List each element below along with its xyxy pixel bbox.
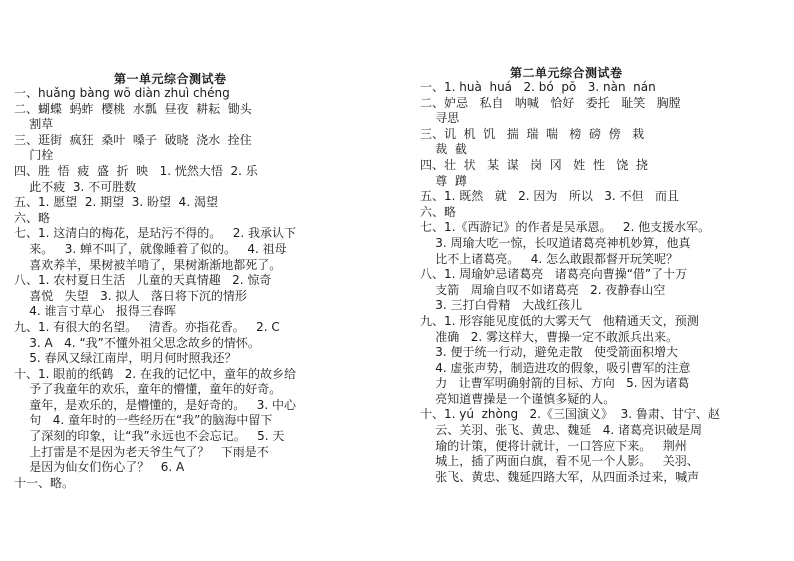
unit2-answer-line: 寻思 [420,111,460,126]
unit2-answer-line: 九、1. 形容能见度低的大雾天气 他精通天文，预测 [420,313,699,328]
unit2-title: 第二单元综合测试卷 [510,66,623,80]
unit1-answer-line: 七、1. 这清白的梅花，是玷污不得的。 2. 我承认下 [14,226,296,241]
unit1-answer-line: 二、蝴蝶 蚂蚱 樱桃 水瓢 昼夜 耕耘 锄头 [14,101,252,116]
unit1-answer-line: 5. 春风又绿江南岸，明月何时照我还？ [14,351,237,366]
unit1-answer-line: 九、1. 有很大的名望。 清香。亦指花香。 2. C [14,319,280,334]
unit2-answer-line: 四、壮 状 某 谋 岗 冈 姓 性 饶 挠 [420,157,648,172]
unit2-answers [420,80,720,485]
unit1-answer-line: 十、1. 眼前的纸鹤 2. 在我的记忆中，童年的故乡给 [14,366,296,381]
unit2-answer-line: 城上，插了两面白旗，看不见一个人影。 关羽、 [420,454,699,469]
unit2-answer-line: 瑜的计策，便将计就计，一口答应下来。 荆州 [420,438,687,453]
unit1-answer-line: 此不疲 3. 不可胜数 [14,179,137,194]
unit1-answer-line: 门栓 [14,148,54,163]
unit1-answer-line: 上打雷是不是因为老天爷生气了？ 下雨是不 [14,444,269,459]
unit2-answer-line: 三、讥 机 饥 揣 瑞 喘 榜 磅 傍 栽 [420,126,645,141]
unit2-answer-line: 3. 便于统一行动，避免走散 使受箭面积增大 [420,345,678,360]
unit1-answer-line: 八、1. 农村夏日生活 儿童的天真情趣 2. 惊奇 [14,273,272,288]
unit1-answer-line: 喜悦 失望 3. 拟人 落日将下沉的情形 [14,288,247,303]
unit1-answer-line: 十一、略。 [14,475,75,490]
unit2-answer-line: 4. 虚张声势，制造进攻的假象，吸引曹军的注意 [420,360,691,375]
unit2-answer-line: 力 让曹军明确射箭的目标、方向 5. 因为诸葛 [420,376,690,391]
unit2-answer-line: 裁 截 [420,142,467,157]
unit2-answer-line: 十、1. yú zhòng 2.《三国演义》 3. 鲁肃、甘宁、赵 [420,407,720,422]
unit1-answer-line: 句 4. 童年时的一些经历在“我”的脑海中留下 [14,413,273,428]
unit1-answer-line: 予了我童年的欢乐，童年的懵懂，童年的好奇。 [14,382,282,397]
unit1-answer-line: 是因为仙女们伤心了？ 6. A [14,460,185,475]
unit2-answer-line: 支箭 周瑜自叹不如诸葛亮 2. 夜静春山空 [420,282,666,297]
unit1-answer-line: 三、逛街 疯狂 桑叶 嗓子 破晓 浇水 拴住 [14,132,252,147]
unit2-answer-line: 一、1. huà huá 2. bó pō 3. nàn nán [420,80,656,94]
unit1-answer-line: 一、huǎng bàng wō diàn zhuì chéng [14,86,230,100]
unit2-answer-line: 尊 蹲 [420,173,467,188]
unit1-answer-line: 了深刻的印象，让“我”永远也不会忘记。 5. 天 [14,429,285,444]
unit2-answer-line: 二、妒忌 私自 呐喊 恰好 委托 耻笑 胸膛 [420,95,681,110]
unit1-answers [14,86,296,491]
unit1-answer-line: 童年，是欢乐的，是懵懂的，是好奇的。 3. 中心 [14,397,296,412]
unit2-answer-line: 五、1. 既然 就 2. 因为 所以 3. 不但 而且 [420,189,680,204]
unit2-answer-line: 云、关羽、张飞、黄忠、魏延 4. 诸葛亮识破是周 [420,423,702,438]
unit1-answer-line: 四、胜 悟 疲 盛 折 映 1. 恍然大悟 2. 乐 [14,163,258,178]
unit1-answer-line: 3. A 4. “我”不懂外祖父思念故乡的情怀。 [14,335,260,350]
unit2-answer-line: 3. 周瑜大吃一惊，长叹道诸葛亮神机妙算，他真 [420,235,691,250]
unit2-answer-line: 准确 2. 雾这样大，曹操一定不敢派兵出来。 [420,329,678,344]
unit1-answer-line: 六、略 [14,210,51,225]
unit2-answer-line: 亮知道曹操是一个谨慎多疑的人。 [420,391,616,406]
unit1-answer-line: 割草 [14,117,54,132]
unit2-answer-line: 六、略 [420,204,457,219]
unit2-answer-line: 3. 三打白骨精 大战红孩儿 [420,298,582,313]
unit2-answer-line: 张飞、黄忠、魏延四路大军，从四面杀过来，喊声 [420,469,700,484]
unit1-answer-line: 4. 谁言寸草心 报得三春晖 [14,304,176,319]
unit1-answer-line: 来。 3. 蝉不叫了，就像睡着了似的。 4. 祖母 [14,241,287,256]
unit2-answer-line: 七、1.《西游记》的作者是吴承恩。 2. 他支援水军。 [420,220,711,235]
unit1-answer-line: 喜欢养羊，果树被羊啃了，果树渐渐地都死了。 [14,257,282,272]
unit2-answer-line: 比不上诸葛亮。 4. 怎么敢跟都督开玩笑呢？ [420,251,678,266]
unit1-answer-line: 五、1. 愿望 2. 期望 3. 盼望 4. 渴望 [14,195,218,210]
unit2-answer-line: 八、1. 周瑜妒忌诸葛亮 诸葛亮向曹操“借”了十万 [420,267,688,282]
unit1-title: 第一单元综合测试卷 [114,72,227,86]
